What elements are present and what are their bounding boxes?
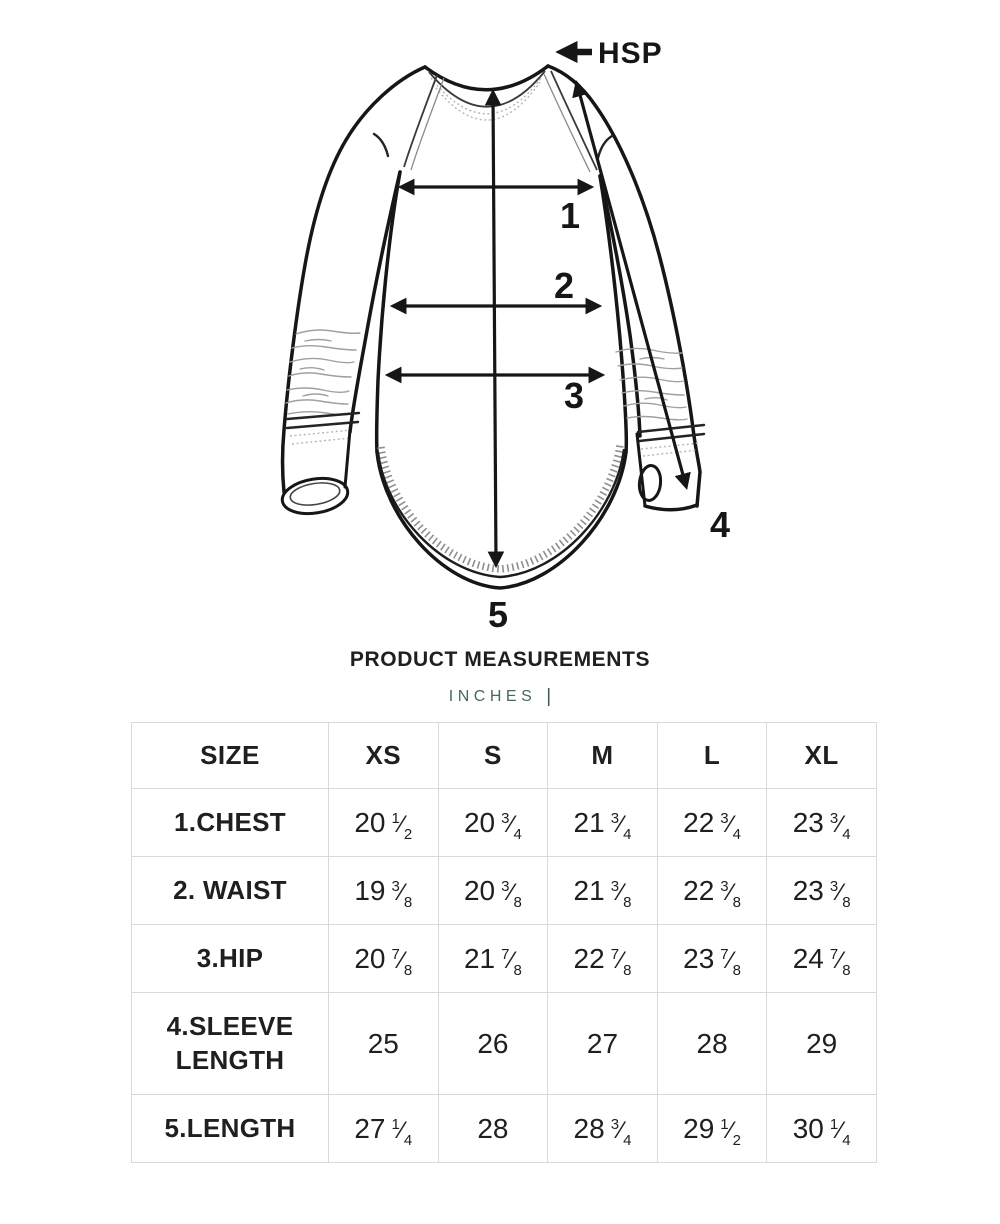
measurement-cell: 22 $^3⁄_8$ <box>657 857 767 925</box>
measurement-cell: 29 <box>767 993 877 1095</box>
measurement-cell: 22 $^7⁄_8$ <box>548 925 658 993</box>
unit-separator: | <box>546 686 552 707</box>
size-header-xs: XS <box>329 723 439 789</box>
row-label: 1.CHEST <box>132 789 329 857</box>
row-label: 3.HIP <box>132 925 329 993</box>
measurement-cell: 27 <box>548 993 658 1095</box>
size-header-s: S <box>438 723 548 789</box>
measurement-cell: 21 $^7⁄_8$ <box>438 925 548 993</box>
callout-sleeve: 4 <box>710 504 731 545</box>
callout-waist: 2 <box>554 265 575 306</box>
underarm-notch-left <box>374 134 388 156</box>
callout-length: 5 <box>488 594 509 635</box>
sleeve-arrow <box>577 84 686 486</box>
table-row <box>132 1095 877 1163</box>
row-label: 4.SLEEVE LENGTH <box>132 993 329 1095</box>
measurement-cell: 19 $^3⁄_8$ <box>329 857 439 925</box>
table-row <box>132 993 877 1095</box>
measurement-cell: 21 $^3⁄_4$ <box>548 789 658 857</box>
table-header-row <box>132 723 877 789</box>
size-header-m: M <box>548 723 658 789</box>
size-header-l: L <box>657 723 767 789</box>
measurement-cell: 30 $^1⁄_4$ <box>767 1095 877 1163</box>
measurement-cell: 23 $^7⁄_8$ <box>657 925 767 993</box>
size-table <box>131 722 877 1163</box>
measurement-cell: 25 <box>329 993 439 1095</box>
measurement-cell: 28 <box>438 1095 548 1163</box>
length-arrow <box>493 93 496 564</box>
row-label: 2. WAIST <box>132 857 329 925</box>
measurement-cell: 28 $^3⁄_4$ <box>548 1095 658 1163</box>
measurement-cell: 20 $^1⁄_2$ <box>329 789 439 857</box>
measurement-cell: 20 $^7⁄_8$ <box>329 925 439 993</box>
measurement-cell: 28 <box>657 993 767 1095</box>
sleeve-scrunch-left <box>286 330 360 415</box>
measurement-cell: 22 $^3⁄_4$ <box>657 789 767 857</box>
row-label: 5.LENGTH <box>132 1095 329 1163</box>
hsp-label: HSP <box>598 37 663 70</box>
measurement-cell: 23 $^3⁄_8$ <box>767 857 877 925</box>
measurement-cell: 21 $^3⁄_8$ <box>548 857 658 925</box>
page-title: PRODUCT MEASUREMENTS <box>349 648 651 671</box>
hem-stitching <box>378 445 624 577</box>
table-row <box>132 789 877 857</box>
unit-toggle-inches[interactable]: INCHES <box>448 688 537 705</box>
table-row <box>132 925 877 993</box>
callout-hip: 3 <box>564 375 585 416</box>
measurement-cell: 23 $^3⁄_4$ <box>767 789 877 857</box>
measurement-cell: 20 $^3⁄_4$ <box>438 789 548 857</box>
measurement-cell: 20 $^3⁄_8$ <box>438 857 548 925</box>
cuff-left <box>280 413 359 518</box>
measurement-cell: 27 $^1⁄_4$ <box>329 1095 439 1163</box>
measurement-cell: 29 $^1⁄_2$ <box>657 1095 767 1163</box>
measurement-cell: 26 <box>438 993 548 1095</box>
callout-chest: 1 <box>560 195 581 236</box>
garment-outline <box>283 66 701 588</box>
table-row <box>132 857 877 925</box>
size-header-xl: XL <box>767 723 877 789</box>
size-column-title: SIZE <box>132 723 329 789</box>
underarm-notch-right <box>598 136 612 158</box>
measurement-cell: 24 $^7⁄_8$ <box>767 925 877 993</box>
